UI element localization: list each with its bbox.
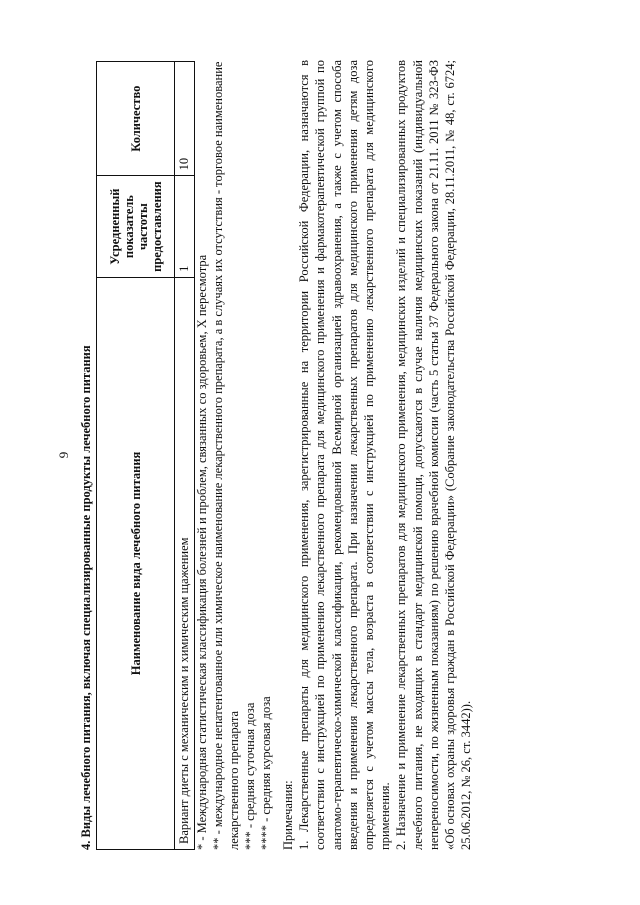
table-header-row xyxy=(97,62,175,850)
note-item-2: 2. Назначение и применение лекарственных препаратов для медицинского применения, медицинских изделий и специализированных продуктов лечебного питания, не входящих в стандарт медицинской помощи, допускаются в случае наличия медицинских показаний (индивидуальной непереносимости, по жизненным показаниям) по решению врачебной комиссии (часть 5 статьи 37 Федерального закона от 21.11. 2011 № 323-ФЗ «Об основах охраны здоровья граждан в Российской Федерации» (Собрание законодательства Российской Федерации, 28.11.2011, № 48, ст. 6724; 25.06.2012, № 26, ст. 3442)). xyxy=(394,60,474,850)
cell-frequency: 1 xyxy=(175,176,195,278)
note-item-1: 1. Лекарственные препараты для медицинского применения, зарегистрированные на территории Российской Федерации, назначаются в соответствии с инструкцией по применению лекарственного препарата для медицинского применения и фармакотерапевтической группой по анатомо-терапевтическо-химической классификации, рекомендованной Всемирной организацией здравоохранения, а также с учетом способа введения и применения лекарственного препарата. При назначении лекарственных препаратов для медицинского применения детям доза определяется с учетом массы тела, возраста в соответствии с инструкцией по применению лекарственного препарата для медицинского применения. xyxy=(297,60,393,850)
footnote-inn: ** - международное непатентованное или химическое наименование лекарственного препарата, а в случаях их отсутствия - торговое наименование лекарственного препарата xyxy=(211,61,241,850)
page-number: 9 xyxy=(56,451,71,459)
notes-title: Примечания: xyxy=(281,780,295,850)
nutrition-table xyxy=(96,61,195,850)
footnotes xyxy=(194,60,274,850)
header-name: Наименование вида лечебного питания xyxy=(97,277,175,849)
header-frequency: Усредненный показатель частоты предоставления xyxy=(97,176,175,278)
cell-diet-name: Вариант диеты с механическим и химическим щажением xyxy=(175,277,195,849)
footnote-course-dose: **** - средняя курсовая доза xyxy=(259,696,273,850)
cell-quantity: 10 xyxy=(175,62,195,176)
section-title: 4. Виды лечебного питания, включая специализированные продукты лечебного питания xyxy=(79,345,93,850)
header-quantity: Количество xyxy=(97,62,175,176)
table-row xyxy=(175,62,195,850)
rotated-page-content xyxy=(48,60,608,850)
footnote-icd: * - Международная статистическая классификация болезней и проблем, связанных со здоровьем, X пересмотра xyxy=(195,254,209,850)
notes-section xyxy=(280,60,474,850)
footnote-daily-dose: *** - средняя суточная доза xyxy=(243,702,257,850)
